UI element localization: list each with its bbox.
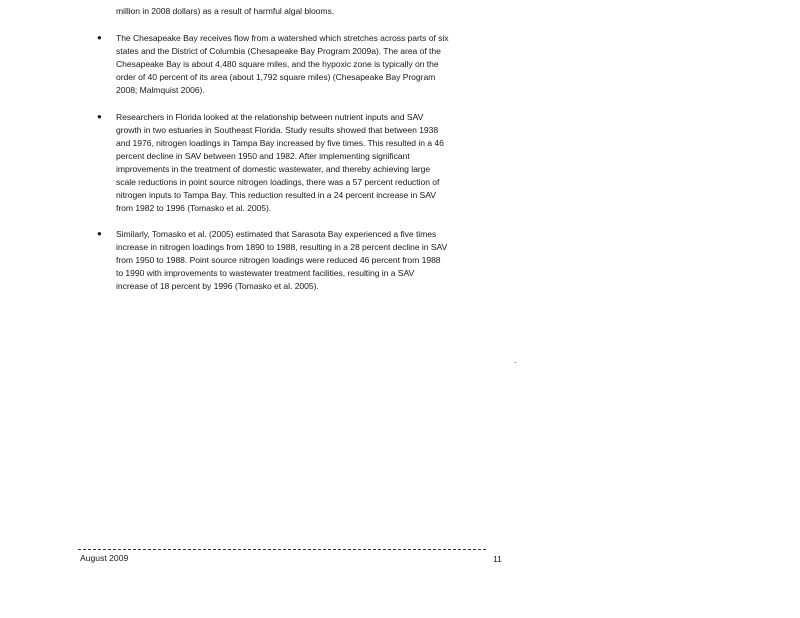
scan-speck bbox=[515, 362, 516, 363]
bullet-dot-icon: ● bbox=[97, 33, 102, 42]
text-line: million in 2008 dollars) as a result of harmful algal blooms. bbox=[116, 6, 335, 16]
text-line: improvements in the treatment of domestic wastewater, and thereby achieving large bbox=[116, 164, 431, 174]
footer-date: August 2009 bbox=[80, 553, 129, 563]
text-line: scale reductions in point source nitrogen loadings, there was a 57 percent reduction of bbox=[116, 177, 440, 187]
text-line: to 1990 with improvements to wastewater treatment facilities, resulting in a SAV bbox=[116, 268, 415, 278]
text-line: increase in nitrogen loadings from 1890 to 1988, resulting in a 28 percent decline in SAV bbox=[116, 242, 448, 252]
text-line: Researchers in Florida looked at the relationship between nutrient inputs and SAV bbox=[116, 112, 424, 122]
text-line: The Chesapeake Bay receives flow from a watershed which stretches across parts of six bbox=[116, 33, 449, 43]
bullet-dot-icon: ● bbox=[97, 229, 102, 238]
text-line: and 1976, nitrogen loadings in Tampa Bay increased by five times. This resulted in a 46 bbox=[116, 138, 444, 148]
text-line: Similarly, Tomasko et al. (2005) estimated that Sarasota Bay experienced a five times bbox=[116, 229, 437, 239]
text-line: percent decline in SAV between 1950 and 1982. After implementing significant bbox=[116, 151, 410, 161]
text-line: from 1950 to 1988. Point source nitrogen loadings were reduced 46 percent from 1988 bbox=[116, 255, 441, 265]
text-line: Chesapeake Bay is about 4,480 square miles, and the hypoxic zone is typically on the bbox=[116, 59, 439, 69]
text-line: 2008; Malmquist 2006). bbox=[116, 85, 205, 95]
bullet-dot-icon: ● bbox=[97, 112, 102, 121]
text-line: order of 40 percent of its area (about 1,792 square miles) (Chesapeake Bay Program bbox=[116, 72, 436, 82]
text-line: states and the District of Columbia (Chesapeake Bay Program 2009a). The area of the bbox=[116, 46, 441, 56]
footer-rule bbox=[78, 549, 486, 550]
text-line: increase of 18 percent by 1996 (Tomasko et al. 2005). bbox=[116, 281, 319, 291]
page-number: 11 bbox=[493, 554, 502, 564]
text-line: nitrogen inputs to Tampa Bay. This reduction resulted in a 24 percent increase in SAV bbox=[116, 190, 436, 200]
text-line: from 1982 to 1996 (Tomasko et al. 2005). bbox=[116, 203, 272, 213]
text-line: growth in two estuaries in Southeast Florida. Study results showed that between 1938 bbox=[116, 125, 439, 135]
